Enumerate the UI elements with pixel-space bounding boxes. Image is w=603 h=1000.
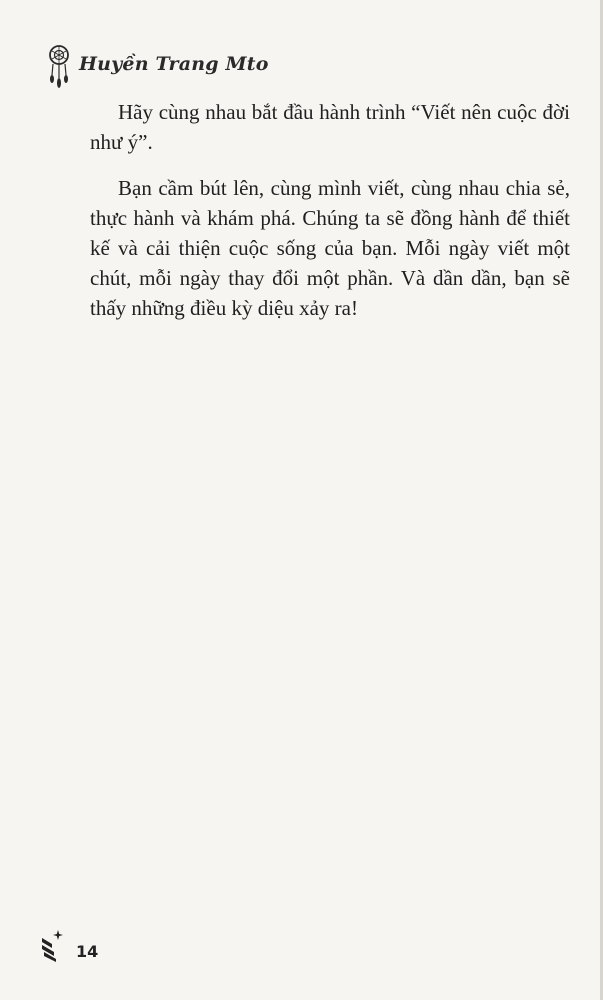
page-footer [40,922,98,962]
body-text [90,97,570,339]
page-number: 14 [76,941,99,961]
paragraph: Bạn cầm bút lên, cùng mình viết, cùng nhau chia sẻ, thực hành và khám phá. Chúng ta sẽ đồng hành để thiết kế và cải thiện cuộc sống của bạn. Mỗi ngày viết một chút, mỗi ngày thay đổi một phần. Và dần dần, bạn sẽ thấy những điều kỳ diệu xảy ra! [90,176,570,320]
running-header [47,44,269,84]
author-name: Huyền Trang Mto [79,53,269,75]
paragraph: Hãy cùng nhau bắt đầu hành trình “Viết nên cuộc đời như ý”. [90,100,570,154]
publisher-logo-icon [40,922,70,962]
dreamcatcher-icon [47,45,71,91]
